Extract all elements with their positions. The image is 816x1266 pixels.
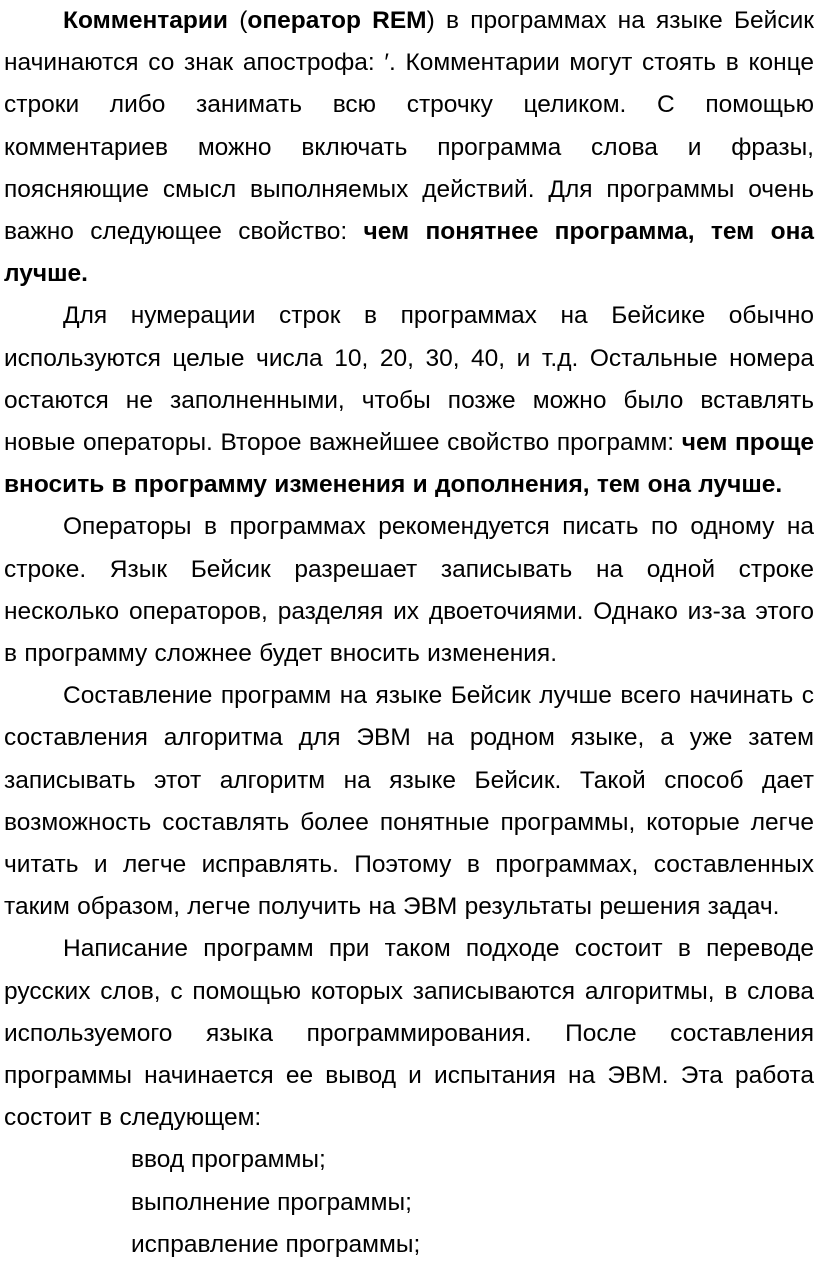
paragraph-text: Написание программ при таком подходе состоит в переводе русских слов, с помощью которых записываются алгоритмы, в слова используемого языка программирования. После составления программы начинается ее вывод и испытания на ЭВМ. Эта работа состоит в следующем: [4, 935, 814, 1132]
emphasis-rule-simplicity: чем проще вносить в программу изменения и дополнения, тем она лучше. [4, 429, 815, 499]
paragraph-text: Операторы в программах рекомендуется писать по одному на строке. Язык Бейсик разрешает записывать на одной строке несколько операторов, разделяя их двоеточиями. Однако из-за этого в программу сложнее будет вносить изменения. [4, 513, 814, 668]
paragraph-text: Составление программ на языке Бейсик лучше всего начинать с составления алгоритма для ЭВМ на родном языке, а уже затем записывать этот алгоритм на языке Бейсик. Такой способ дает возможность составлять более понятные программы, которые легче читать и легче исправлять. Поэтому в программах, составленных таким образом, легче получить на ЭВМ результаты решения задач. [4, 682, 814, 921]
list-item: выполнение программы; [131, 1188, 412, 1216]
paragraph-text: Для нумерации строк в программах на Бейсике обычно используются целые числа 10, 20, 30, 40, и т.д. Остальные номера остаются не заполненными, чтобы позже можно было вставлять новые операторы. Второе важнейшее свойство программ: [4, 302, 814, 457]
paragraph-algorithm-first [4, 675, 814, 928]
list-item: исправление программы; [131, 1230, 421, 1258]
steps-list [4, 1139, 814, 1266]
paragraph-line-numbering [4, 295, 814, 506]
term-comments: Комментарии [63, 7, 228, 34]
paragraph-writing-programs [4, 928, 814, 1139]
paragraph-comments [4, 0, 814, 295]
list-item: ввод программы; [131, 1146, 326, 1174]
paragraph-operators-per-line [4, 506, 814, 675]
emphasis-rule-clarity: чем понятнее программа, тем она лучше. [4, 218, 815, 288]
document-page [4, 0, 814, 1266]
paragraph-text: ( [227, 7, 248, 34]
paragraph-text: ) в программах на языке Бейсик начинаются со знак апострофа: ′. Комментарии могут стоять в конце строки либо занимать всю строчку целиком. С помощью комментариев можно включать программа слова и фразы, поясняющие смысл выполняемых действий. Для программы очень важно следующее свойство: [4, 7, 815, 246]
term-rem-operator: оператор REM [247, 7, 427, 34]
